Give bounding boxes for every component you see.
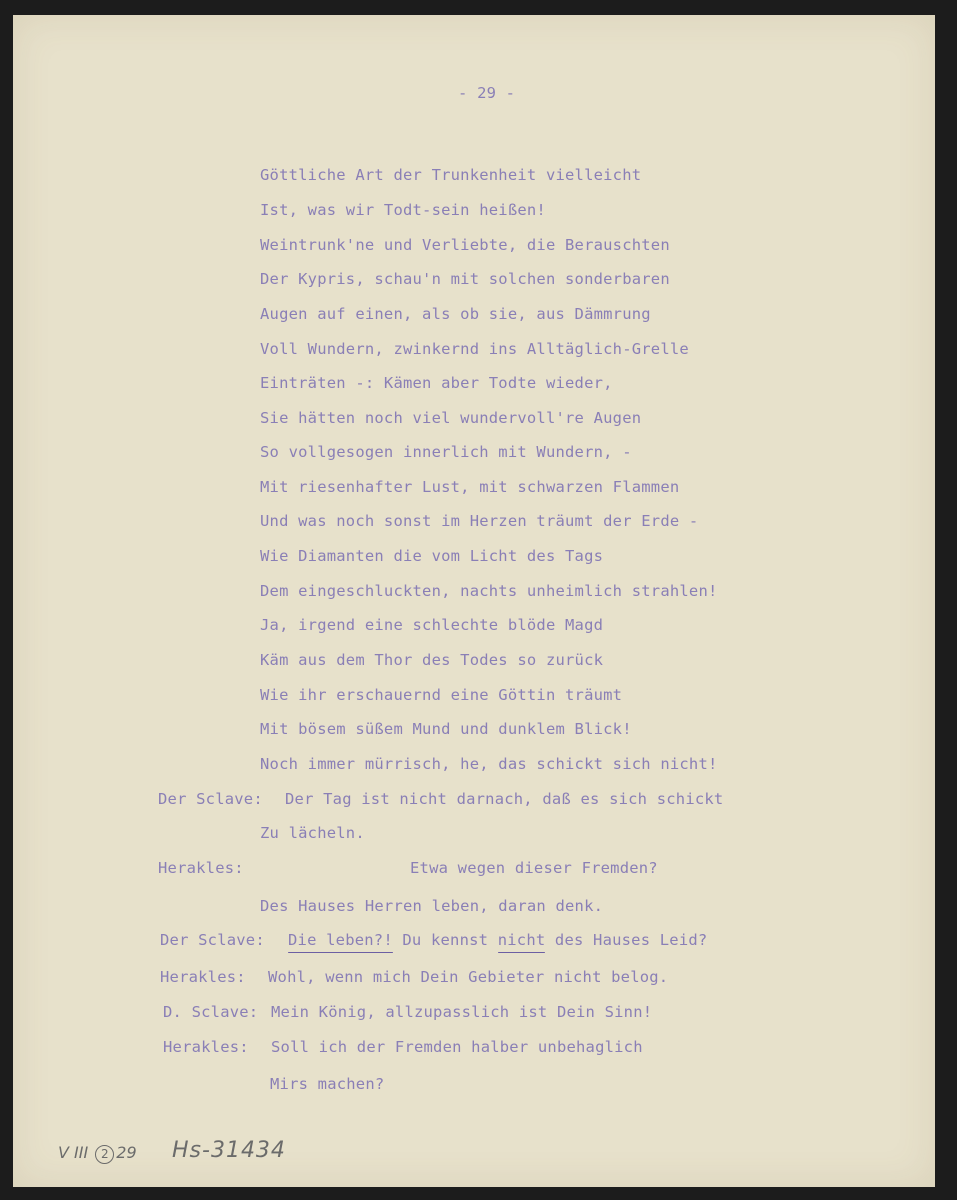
underlined-phrase: Die leben?! <box>288 931 393 949</box>
verse-line: Soll ich der Fremden halber unbehaglich <box>271 1038 643 1056</box>
verse-line: Mein König, allzupasslich ist Dein Sinn! <box>271 1003 653 1021</box>
verse-line: Mit bösem süßem Mund und dunklem Blick! <box>260 720 632 738</box>
verse-line: Noch immer mürrisch, he, das schickt sich nicht! <box>260 755 718 773</box>
document-page <box>13 15 935 1187</box>
circled-number: 2 <box>95 1145 114 1164</box>
speaker-label: Herakles: <box>160 968 246 986</box>
verse-line: Die leben?! Du kennst nicht des Hauses Leid? <box>288 931 708 949</box>
speaker-label: Herakles: <box>158 859 244 877</box>
verse-line: Des Hauses Herren leben, daran denk. <box>260 897 604 915</box>
verse-line: Der Tag ist nicht darnach, daß es sich schickt <box>285 790 724 808</box>
verse-line: Sie hätten noch viel wundervoll're Augen <box>260 409 642 427</box>
verse-line: Und was noch sonst im Herzen träumt der Erde - <box>260 512 699 530</box>
verse-line: So vollgesogen innerlich mit Wundern, - <box>260 443 632 461</box>
verse-line: Augen auf einen, als ob sie, aus Dämmrung <box>260 305 651 323</box>
verse-line: Dem eingeschluckten, nachts unheimlich strahlen! <box>260 582 718 600</box>
speaker-label: Der Sclave: <box>160 931 265 949</box>
verse-line: Weintrunk'ne und Verliebte, die Berauschten <box>260 236 670 254</box>
verse-line: Wie ihr erschauernd eine Göttin träumt <box>260 686 623 704</box>
archive-shelfmark: V III 2 29 <box>58 1143 137 1162</box>
speaker-label: D. Sclave: <box>163 1003 259 1021</box>
verse-line: Der Kypris, schau'n mit solchen sonderbaren <box>260 270 670 288</box>
verse-line: Zu lächeln. <box>260 824 365 842</box>
verse-line: Wohl, wenn mich Dein Gebieter nicht belog. <box>268 968 669 986</box>
verse-line: Wie Diamanten die vom Licht des Tags <box>260 547 604 565</box>
verse-line: Käm aus dem Thor des Todes so zurück <box>260 651 604 669</box>
verse-line: Ist, was wir Todt-sein heißen! <box>260 201 546 219</box>
page-number: - 29 - <box>458 84 516 102</box>
verse-line: Einträten -: Kämen aber Todte wieder, <box>260 374 613 392</box>
verse-line: Etwa wegen dieser Fremden? <box>410 859 658 877</box>
verse-line: Mit riesenhafter Lust, mit schwarzen Flammen <box>260 478 680 496</box>
verse-line: Göttliche Art der Trunkenheit vielleicht <box>260 166 642 184</box>
archive-signature: Hs-31434 <box>172 1138 286 1163</box>
speaker-label: Der Sclave: <box>158 790 263 808</box>
verse-line: Voll Wundern, zwinkernd ins Alltäglich-Grelle <box>260 340 689 358</box>
speaker-label: Herakles: <box>163 1038 249 1056</box>
verse-line: Mirs machen? <box>270 1075 385 1093</box>
verse-line: Ja, irgend eine schlechte blöde Magd <box>260 616 604 634</box>
underlined-word: nicht <box>497 931 546 949</box>
